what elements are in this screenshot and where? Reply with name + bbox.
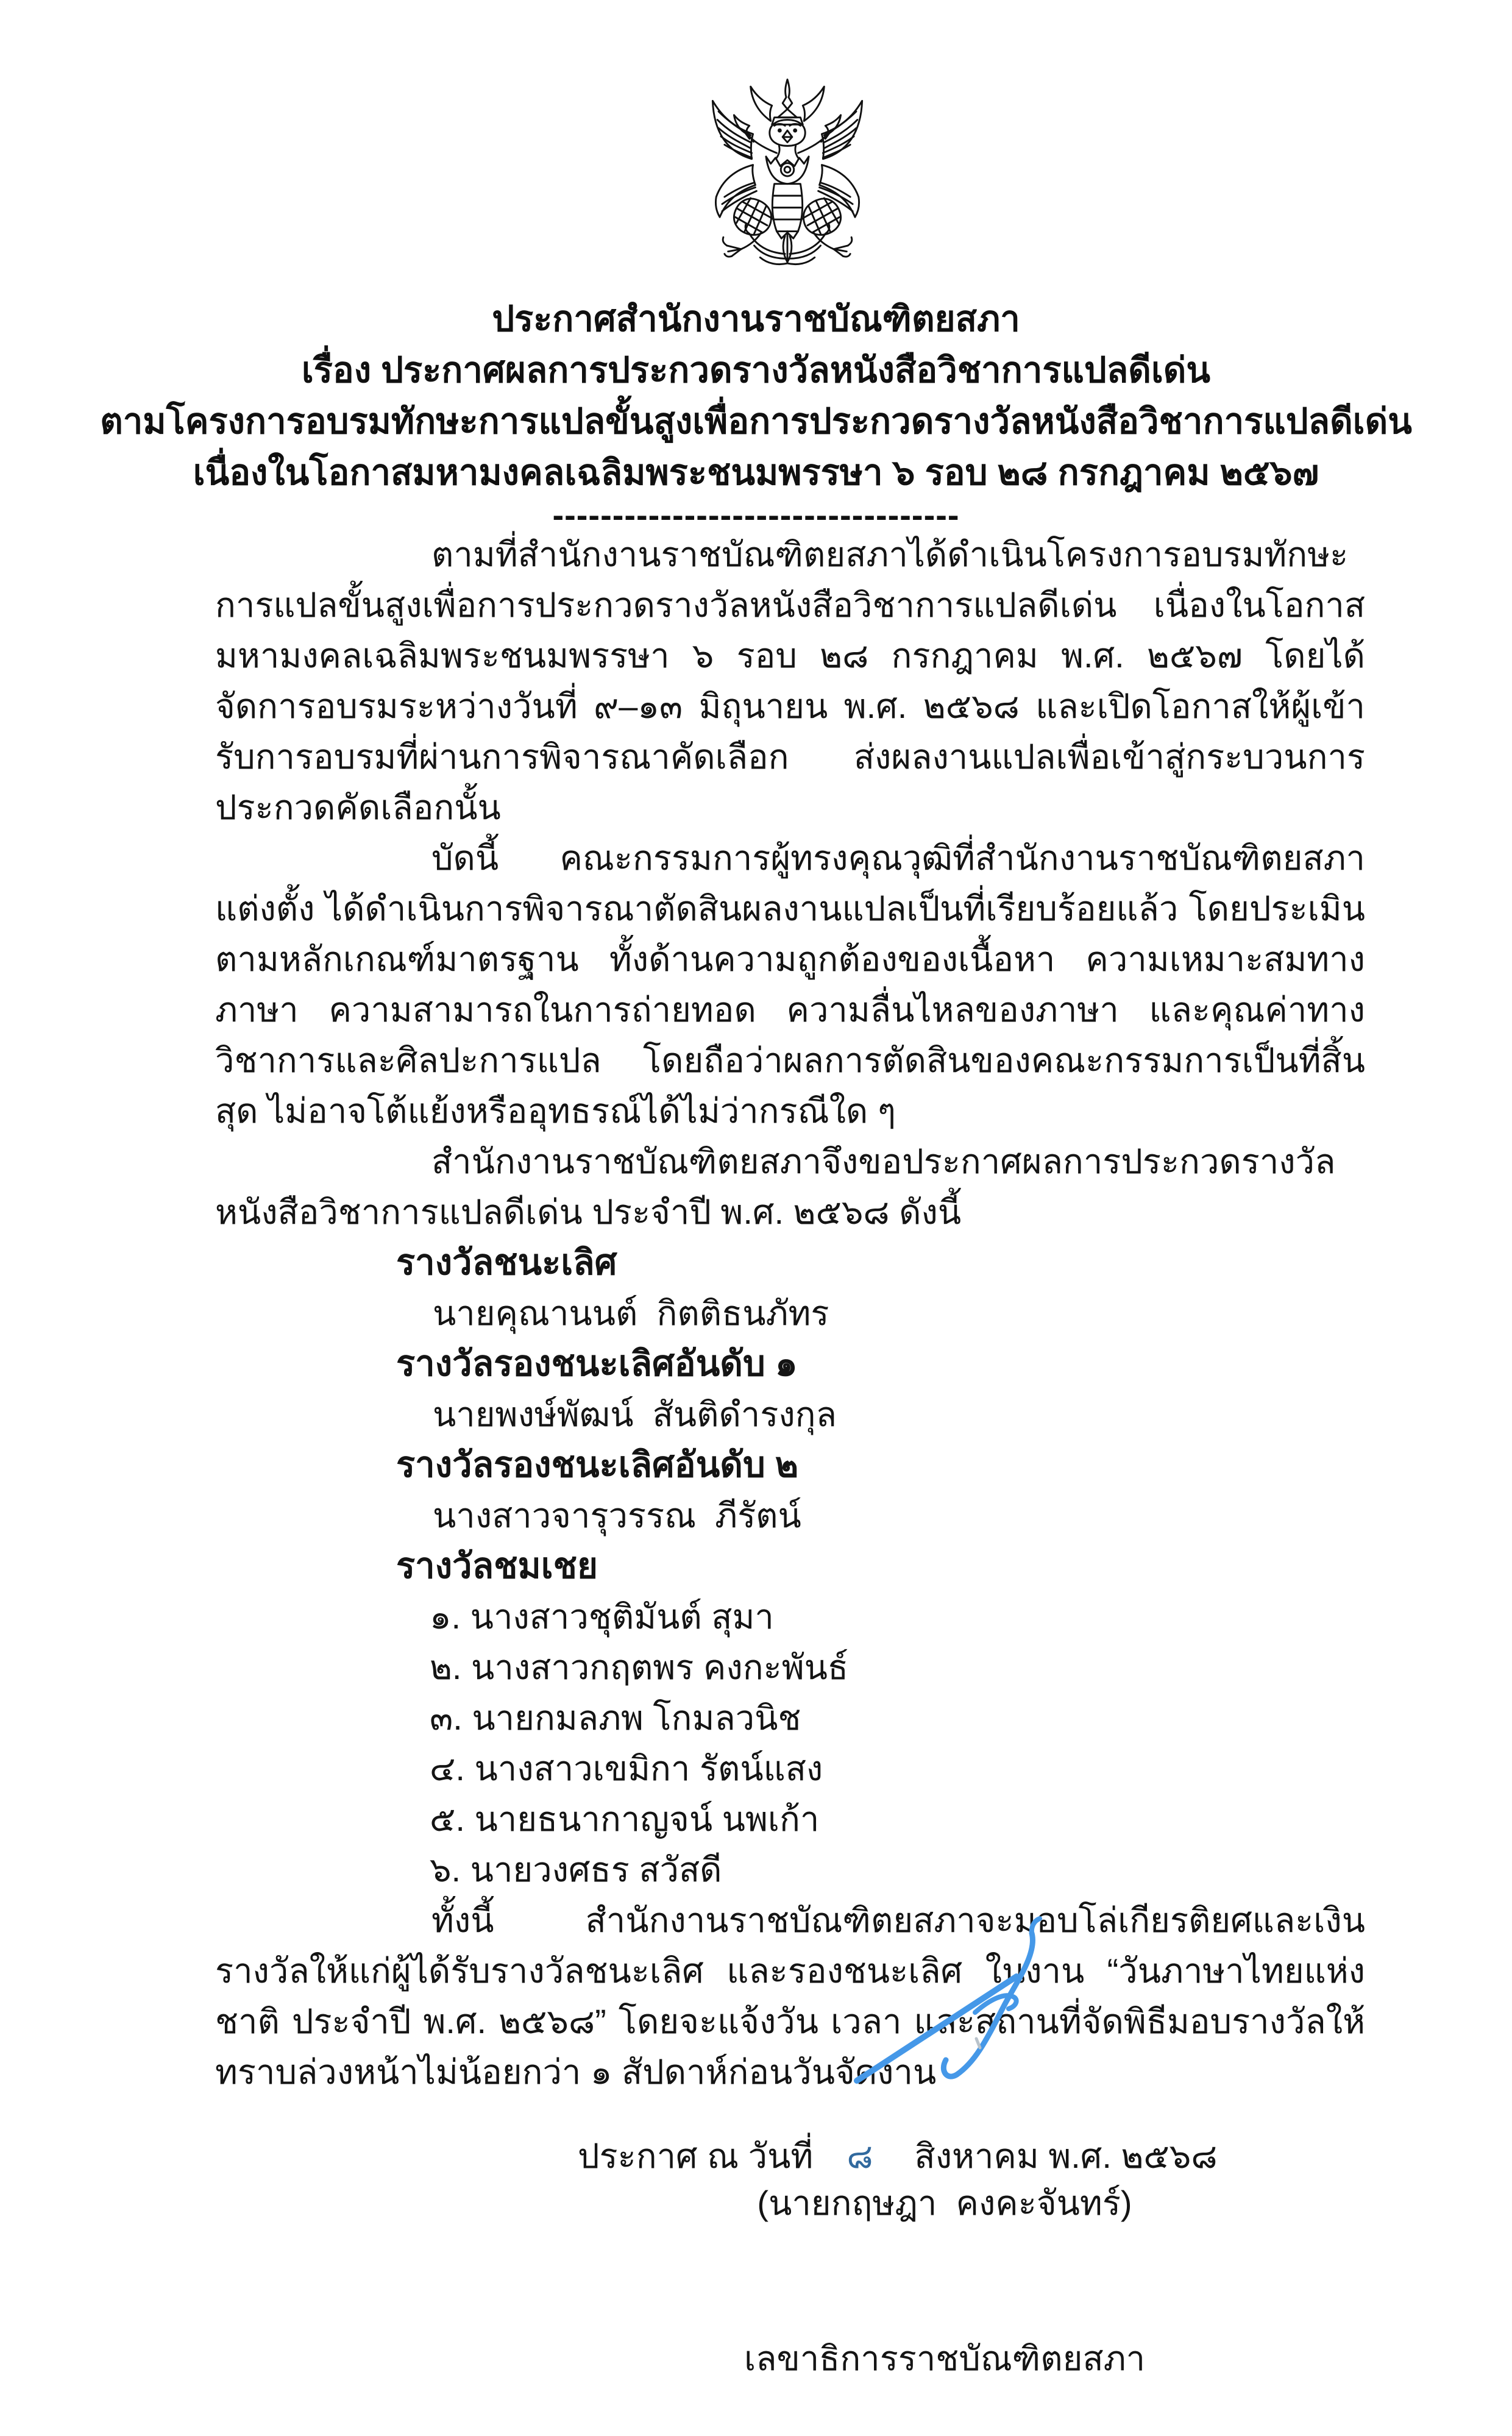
paragraph-announce: สำนักงานราชบัณฑิตยสภาจึงขอประกาศผลการประกวดรางวัลหนังสือวิชาการแปลดีเด่น ประจำปี พ.ศ. ๒๕๖๘ ดังนี้: [215, 1142, 1336, 1231]
signatory-name: (นายกฤษฎา คงคะจันทร์): [757, 2184, 1132, 2222]
mention-item-5: ๕. นายธนากาญจน์ นพเก้า: [430, 1800, 820, 1838]
document-body: [215, 529, 1365, 2181]
dashed-separator: ----------------------------------: [552, 495, 960, 534]
garuda-emblem-drawing: [698, 74, 876, 279]
mention-item-2: ๒. นางสาวกฤตพร คงกะพันธ์: [430, 1648, 849, 1686]
first-runner-up-name: นายพงษ์พัฒน์ สันติดำรงกุล: [433, 1395, 837, 1433]
handwritten-signature: [841, 1911, 1048, 2090]
mention-item-3: ๓. นายกมลภพ โกมลวนิช: [430, 1699, 801, 1737]
second-runner-up-name: นางสาวจารุวรรณ ภีรัตน์: [433, 1496, 801, 1535]
announcement-title-block: [0, 294, 1512, 499]
signatory-block: [701, 2073, 1188, 2436]
issuance-suffix: สิงหาคม พ.ศ. ๒๕๖๘: [914, 2137, 1218, 2175]
honorable-mention-heading: รางวัลชมเชย: [396, 1546, 598, 1586]
paragraph-closing: ทั้งนี้ สำนักงานราชบัณฑิตยสภาจะมอบโล่เกียรติยศและเงินรางวัลให้แก่ผู้ได้รับรางวัลชนะเลิศ และรองชนะเลิศ ในงาน “วันภาษาไทยแห่งชาติ ประจำปี พ.ศ. ๒๕๖๘” โดยจะแจ้งวัน เวลา และสถานที่จัดพิธีมอบรางวัลให้ทราบล่วงหน้าไม่น้อยกว่า ๑ สัปดาห์ก่อนวันจัดงาน: [215, 1901, 1365, 2091]
paragraph-background: ตามที่สำนักงานราชบัณฑิตยสภาได้ดำเนินโครงการอบรมทักษะการแปลขั้นสูงเพื่อการประกวดรางวัลหนังสือวิชาการแปลดีเด่น เนื่องในโอกาสมหามงคลเฉลิมพระชนมพรรษา ๖ รอบ ๒๘ กรกฎาคม พ.ศ. ๒๕๖๗ โดยได้จัดการอบรมระหว่างวันที่ ๙–๑๓ มิถุนายน พ.ศ. ๒๕๖๘ และเปิดโอกาสให้ผู้เข้ารับการอบรมที่ผ่านการพิจารณาคัดเลือก ส่งผลงานแปลเพื่อเข้าสู่กระบวนการประกวดคัดเลือกนั้น: [215, 535, 1365, 826]
first-runner-up-heading: รางวัลรองชนะเลิศอันดับ ๑: [396, 1344, 798, 1383]
mention-item-1: ๑. นางสาวชุติมันต์ สุมา: [430, 1597, 774, 1636]
second-runner-up-heading: รางวัลรองชนะเลิศอันดับ ๒: [396, 1445, 799, 1485]
signatory-position: เลขาธิการราชบัณฑิตยสภา: [744, 2339, 1146, 2377]
mention-item-6: ๖. นายวงศธร สวัสดี: [430, 1850, 722, 1889]
issuance-day-handwritten: ๘: [847, 2137, 873, 2175]
title-subject-line: เรื่อง ประกาศผลการประกวดรางวัลหนังสือวิชาการแปลดีเด่น: [301, 350, 1211, 390]
title-project-line: ตามโครงการอบรมทักษะการแปลขั้นสูงเพื่อการประกวดรางวัลหนังสือวิชาการแปลดีเด่น: [100, 402, 1412, 441]
mention-item-4: ๔. นางสาวเขมิกา รัตน์แสง: [430, 1749, 823, 1788]
issuance-prefix: ประกาศ ณ วันที่: [578, 2137, 814, 2175]
winner-heading: รางวัลชนะเลิศ: [396, 1243, 617, 1282]
title-occasion-line: เนื่องในโอกาสมหามงคลเฉลิมพระชนมพรรษา ๖ รอบ ๒๘ กรกฎาคม ๒๕๖๗: [193, 453, 1319, 492]
title-org-line: ประกาศสำนักงานราชบัณฑิตยสภา: [492, 299, 1020, 339]
paragraph-judging: บัดนี้ คณะกรรมการผู้ทรงคุณวุฒิที่สำนักงานราชบัณฑิตยสภาแต่งตั้ง ได้ดำเนินการพิจารณาตัดสินผลงานแปลเป็นที่เรียบร้อยแล้ว โดยประเมินตามหลักเกณฑ์มาตรฐาน ทั้งด้านความถูกต้องของเนื้อหา ความเหมาะสมทางภาษา ความสามารถในการถ่ายทอด ความลื่นไหลของภาษา และคุณค่าทางวิชาการและศิลปะการแปล โดยถือว่าผลการตัดสินของคณะกรรมการเป็นที่สิ้นสุด ไม่อาจโต้แย้งหรืออุทธรณ์ได้ไม่ว่ากรณีใด ๆ: [215, 839, 1365, 1130]
winner-name: นายคุณานนต์ กิตติธนภัทร: [433, 1294, 829, 1332]
garuda-emblem: [698, 74, 876, 279]
